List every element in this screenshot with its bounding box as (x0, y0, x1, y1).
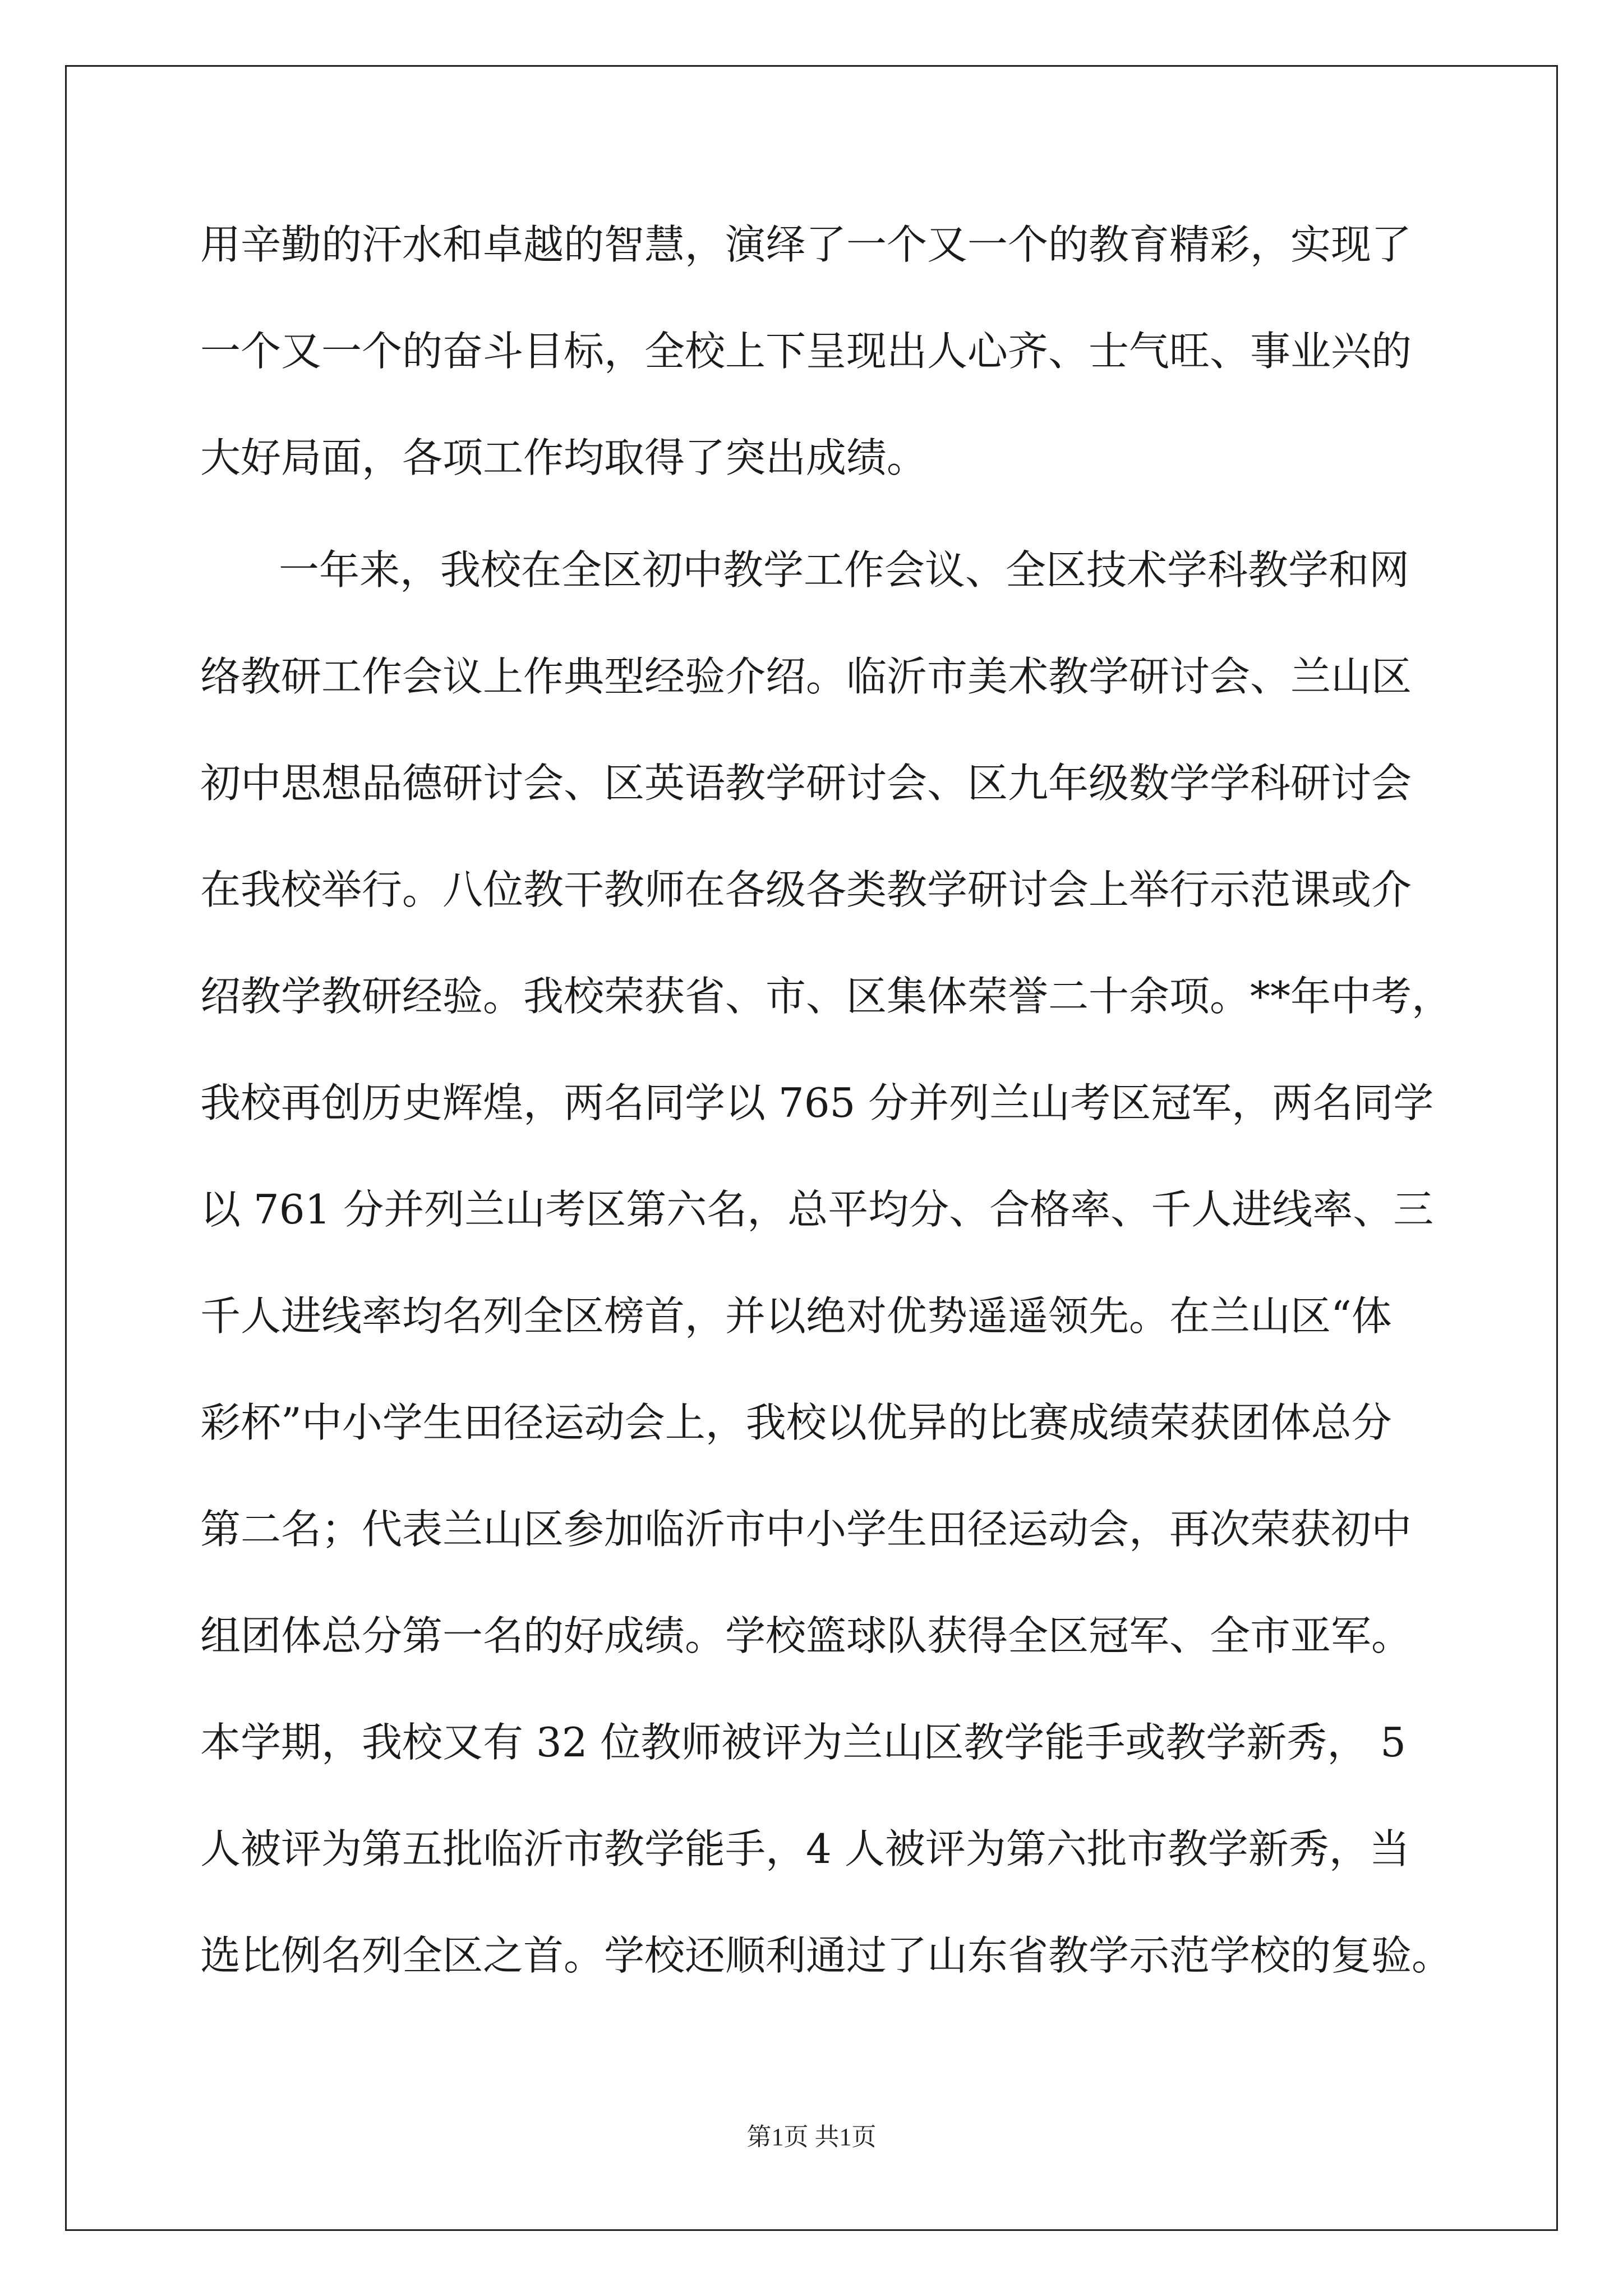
text-line: 在我校举行。八位教干教师在各级各类教学研讨会上举行示范课或介 (200, 866, 1412, 913)
text-line: 大好局面，各项工作均取得了突出成绩。 (200, 434, 928, 481)
text-line: 用辛勤的汗水和卓越的智慧，演绎了一个又一个的教育精彩，实现了 (200, 221, 1412, 268)
text-line: 千人进线率均名列全区榜首，并以绝对优势遥遥领先。在兰山区“体 (200, 1292, 1392, 1340)
text-line: 组团体总分第一名的好成绩。学校篮球队获得全区冠军、全市亚军。 (200, 1612, 1412, 1659)
text-line-indented: 一年来，我校在全区初中教学工作会议、全区技术学科教学和网 (279, 546, 1410, 593)
text-line: 一个又一个的奋斗目标，全校上下呈现出人心齐、士气旺、事业兴的 (200, 328, 1412, 375)
text-line: 绍教学教研经验。我校荣获省、市、区集体荣誉二十余项。**年中考， (200, 973, 1453, 1020)
text-line: 以 761 分并列兰山考区第六名，总平均分、合格率、千人进线率、三 (200, 1186, 1434, 1233)
text-line: 人被评为第五批临沂市教学能手，4 人被评为第六批市教学新秀，当 (200, 1825, 1410, 1872)
page-number-footer: 第1页 共1页 (746, 2123, 877, 2151)
text-line: 络教研工作会议上作典型经验介绍。临沂市美术教学研讨会、兰山区 (200, 653, 1412, 700)
text-line: 我校再创历史辉煌，两名同学以 765 分并列兰山考区冠军，两名同学 (200, 1079, 1434, 1126)
text-line: 第二名；代表兰山区参加临沂市中小学生田径运动会，再次荣获初中 (200, 1506, 1412, 1553)
text-line: 本学期，我校又有 32 位教师被评为兰山区教学能手或教学新秀， 5 (200, 1719, 1407, 1766)
text-line: 选比例名列全区之首。学校还顺利通过了山东省教学示范学校的复验。 (200, 1932, 1453, 1979)
page-border (65, 65, 1558, 2231)
text-line: 彩杯”中小学生田径运动会上，我校以优异的比赛成绩荣获团体总分 (200, 1399, 1392, 1446)
text-line: 初中思想品德研讨会、区英语教学研讨会、区九年级数学学科研讨会 (200, 760, 1412, 807)
